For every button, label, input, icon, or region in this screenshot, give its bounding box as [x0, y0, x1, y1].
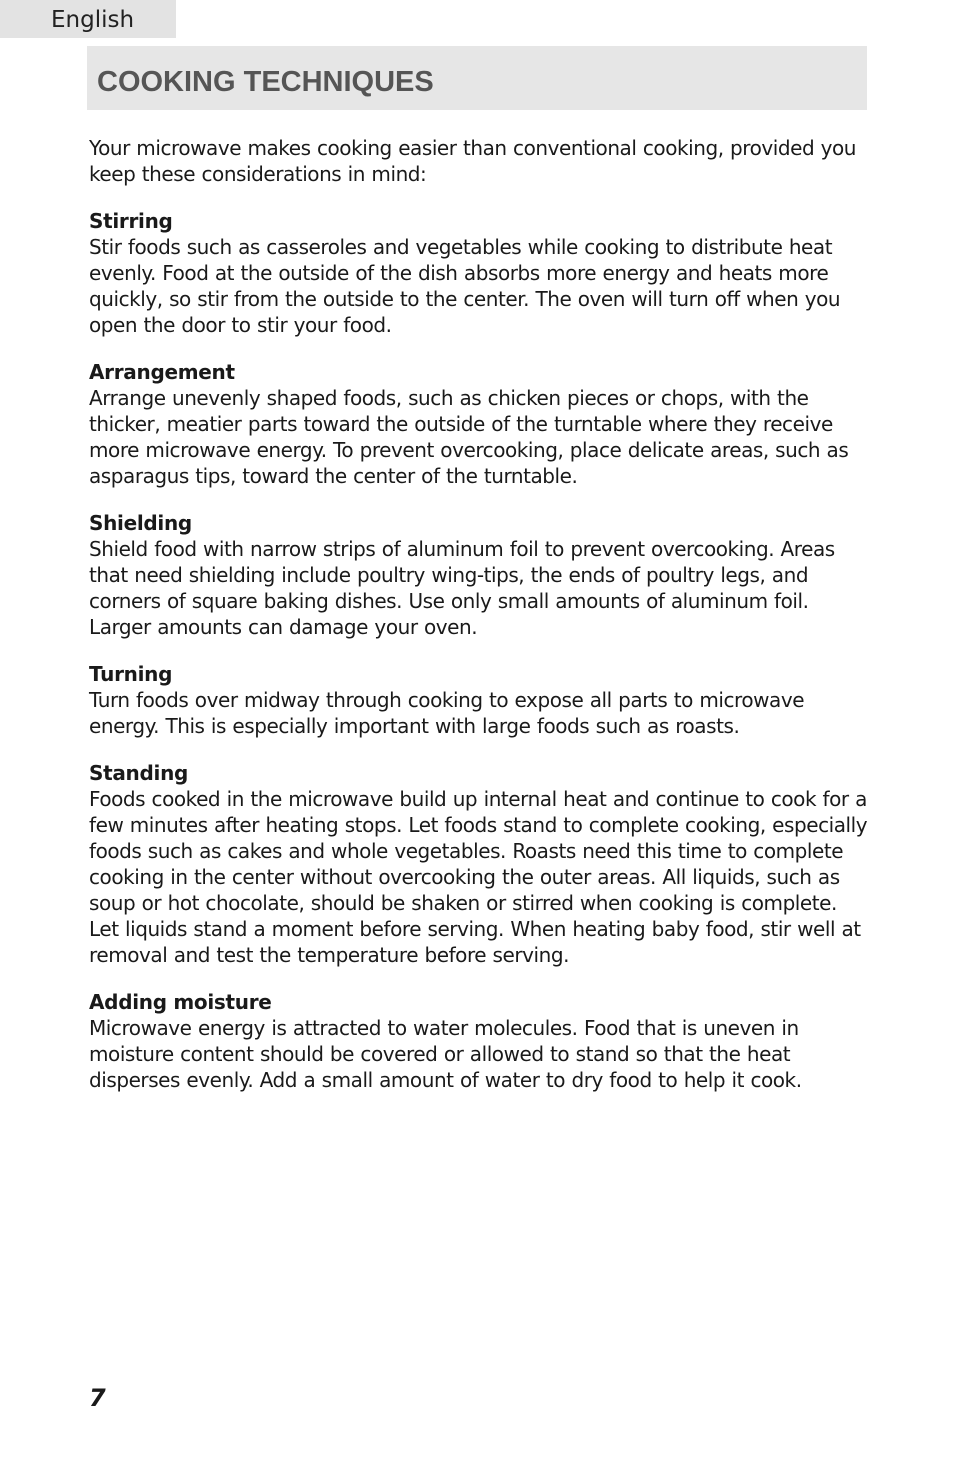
section-arrangement — [89, 359, 869, 489]
section-stirring — [89, 208, 869, 338]
section-body: Turn foods over midway through cooking to expose all parts to microwave energy. This is especially important with large foods such as roasts. — [89, 688, 805, 738]
section-body: Arrange unevenly shaped foods, such as chicken pieces or chops, with the thicker, meatier parts toward the outside of the turntable where they receive more microwave energy. To prevent overcooking, place delicate areas, such as asparagus tips, toward the center of the turntable. — [89, 386, 849, 488]
main-content — [89, 135, 869, 1114]
section-body: Shield food with narrow strips of aluminum foil to prevent overcooking. Areas that need shielding include poultry wing-tips, the ends of poultry legs, and corners of square baking dishes. Use only small amounts of aluminum foil. Larger amounts can damage your oven. — [89, 537, 835, 639]
section-heading: Shielding — [89, 511, 192, 535]
section-shielding — [89, 510, 869, 640]
section-body: Microwave energy is attracted to water molecules. Food that is uneven in moisture content should be covered or allowed to stand so that the heat disperses evenly. Add a small amount of water to dry food to help it cook. — [89, 1016, 802, 1092]
section-standing — [89, 760, 869, 968]
section-heading: Adding moisture — [89, 990, 272, 1014]
language-tab: English — [0, 0, 176, 38]
section-turning — [89, 661, 869, 739]
section-heading: Stirring — [89, 209, 173, 233]
section-body: Stir foods such as casseroles and vegetables while cooking to distribute heat evenly. Food at the outside of the dish absorbs more energy and heats more quickly, so stir from the outside to the center. The oven will turn off when you open the door to stir your food. — [89, 235, 841, 337]
page-number: 7 — [89, 1384, 106, 1412]
section-heading: Turning — [89, 662, 173, 686]
section-adding-moisture — [89, 989, 869, 1093]
section-heading: Standing — [89, 761, 189, 785]
title-bar — [87, 46, 867, 110]
intro-paragraph: Your microwave makes cooking easier than conventional cooking, provided you keep these considerations in mind: — [89, 136, 857, 186]
page-title: COOKING TECHNIQUES — [97, 66, 434, 98]
section-heading: Arrangement — [89, 360, 235, 384]
section-body: Foods cooked in the microwave build up internal heat and continue to cook for a few minutes after heating stops. Let foods stand to complete cooking, especially foods such as cakes and whole vegetables. Roasts need this time to complete cooking in the center without overcooking the outer areas. All liquids, such as soup or hot chocolate, should be shaken or stirred when cooking is complete. Let liquids stand a moment before serving. When heating baby food, stir well at removal and test the temperature before serving. — [89, 787, 868, 967]
